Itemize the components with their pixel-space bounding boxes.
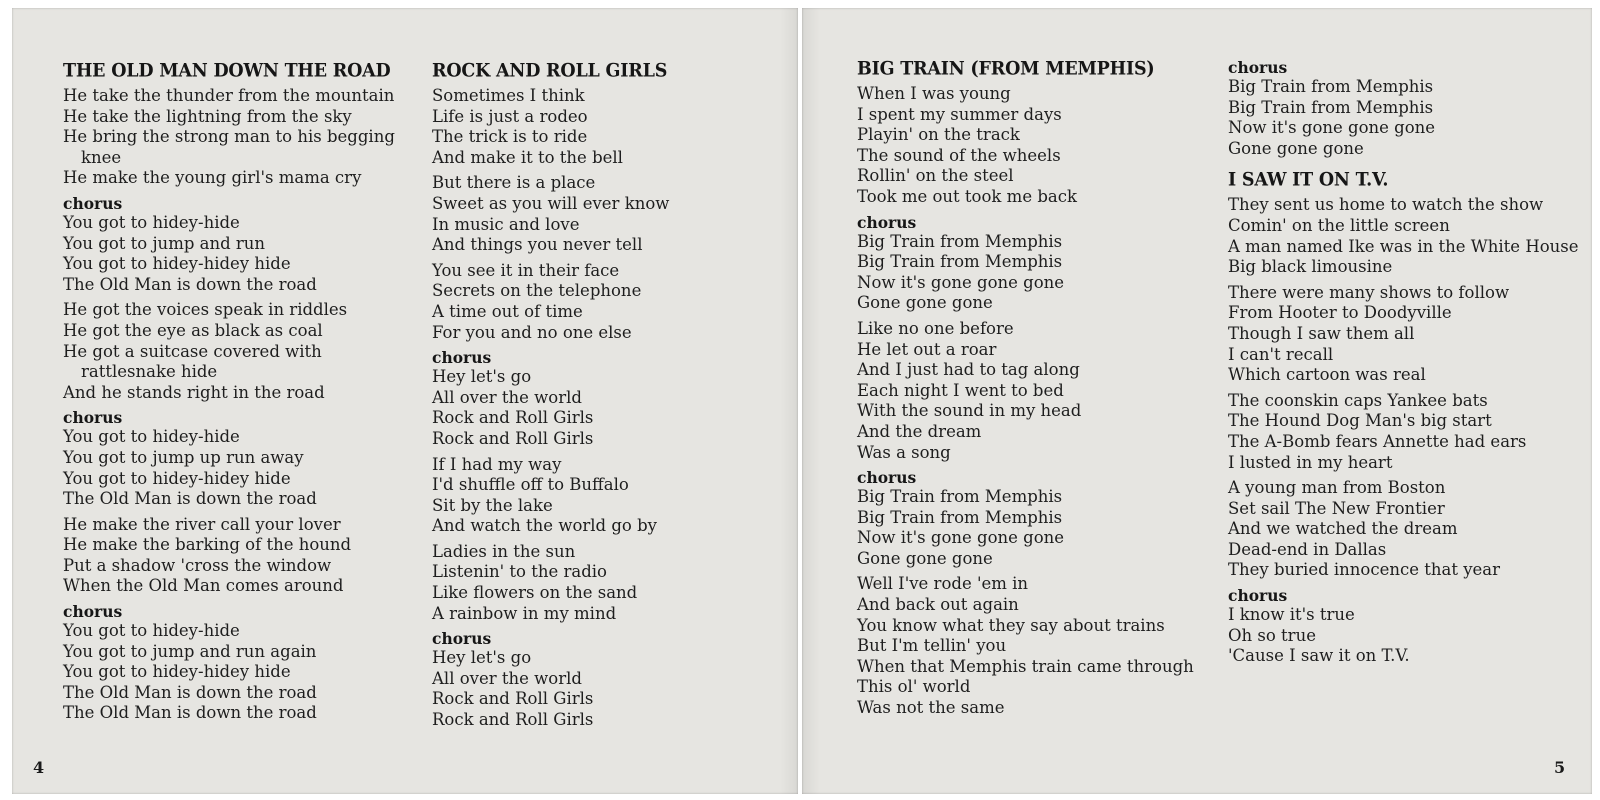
gutter-shadow-left xyxy=(780,8,798,794)
chorus-stanza xyxy=(63,408,395,509)
lyric-line: Each night I went to bed xyxy=(857,380,1064,400)
chorus-stanza xyxy=(857,213,1194,314)
lyrics-column-rock-and-roll-girls xyxy=(432,60,669,736)
lyric-line: He bring the strong man to his begging xyxy=(63,127,395,147)
lyric-line: There were many shows to follow xyxy=(1228,282,1510,302)
lyric-line: I spent my summer days xyxy=(857,104,1062,124)
lyric-line: Ladies in the sun xyxy=(432,541,576,561)
chorus-stanza xyxy=(432,629,669,730)
gutter-shadow-right xyxy=(802,8,820,794)
lyric-line: The coonskin caps Yankee bats xyxy=(1228,390,1488,410)
lyric-line: The trick is to ride xyxy=(432,127,588,147)
chorus-label: chorus xyxy=(1228,58,1288,77)
lyric-line: They buried innocence that year xyxy=(1228,560,1501,580)
lyric-line: Was not the same xyxy=(857,698,1005,718)
lyric-line: And things you never tell xyxy=(432,235,643,255)
lyric-line: Rock and Roll Girls xyxy=(432,689,594,709)
verse-stanza xyxy=(857,84,1194,208)
chorus-stanza xyxy=(63,602,395,724)
lyric-line: He got the eye as black as coal xyxy=(63,320,323,340)
lyric-line: Well I've rode 'em in xyxy=(857,574,1029,594)
lyric-line: Though I saw them all xyxy=(1228,323,1415,343)
lyric-line: Life is just a rodeo xyxy=(432,106,588,126)
chorus-label: chorus xyxy=(1228,586,1288,606)
lyric-line: Was a song xyxy=(857,442,951,462)
verse-stanza xyxy=(857,574,1194,718)
lyric-line: Rollin' on the steel xyxy=(857,166,1014,186)
verse-stanza xyxy=(63,86,395,189)
lyric-line: You got to jump up run away xyxy=(63,447,304,467)
lyric-line: But I'm tellin' you xyxy=(857,636,1007,656)
lyric-line: When that Memphis train came through xyxy=(857,656,1194,676)
verse-stanza xyxy=(432,455,669,537)
lyric-line: He take the thunder from the mountain xyxy=(63,86,395,105)
verse-stanza xyxy=(432,542,669,624)
lyric-line: And back out again xyxy=(857,595,1019,615)
verse-stanza xyxy=(1228,283,1579,386)
chorus-label: chorus xyxy=(432,348,492,368)
lyric-line: I'd shuffle off to Buffalo xyxy=(432,475,629,495)
lyric-line: Secrets on the telephone xyxy=(432,281,642,301)
lyric-line: Big Train from Memphis xyxy=(857,487,1063,507)
lyric-line: You got to hidey-hide xyxy=(63,621,240,641)
lyric-line: With the sound in my head xyxy=(857,401,1082,421)
lyric-line: They sent us home to watch the show xyxy=(1228,195,1544,215)
chorus-label: chorus xyxy=(63,193,123,213)
lyric-line: 'Cause I saw it on T.V. xyxy=(1228,646,1410,666)
verse-stanza xyxy=(432,261,669,343)
lyrics-column-saw-it-on-tv xyxy=(1228,58,1579,672)
lyric-line: When the Old Man comes around xyxy=(63,576,344,596)
lyric-line: You know what they say about trains xyxy=(857,615,1165,635)
lyric-line: Rock and Roll Girls xyxy=(432,408,594,428)
lyric-line: Oh so true xyxy=(1228,625,1316,645)
chorus-stanza xyxy=(432,348,669,449)
lyric-line: Big Train from Memphis xyxy=(1228,97,1434,117)
lyric-line: All over the world xyxy=(432,668,582,688)
verse-stanza xyxy=(432,173,669,255)
lyric-line: This ol' world xyxy=(857,677,971,697)
lyric-line: And watch the world go by xyxy=(432,516,657,536)
lyric-line: He make the barking of the hound xyxy=(63,535,352,555)
lyric-line: Which cartoon was real xyxy=(1228,365,1426,385)
lyric-line: I can't recall xyxy=(1228,344,1334,364)
lyric-line: Big black limousine xyxy=(1228,257,1393,277)
lyric-line: And we watched the dream xyxy=(1228,519,1458,539)
lyric-line: Playin' on the track xyxy=(857,125,1020,145)
lyric-line: I know it's true xyxy=(1228,605,1355,625)
lyric-line: For you and no one else xyxy=(432,322,632,342)
lyric-line: Gone gone gone xyxy=(857,293,993,313)
verse-stanza xyxy=(63,515,395,597)
lyric-line: The Old Man is down the road xyxy=(63,489,317,509)
lyric-line: Comin' on the little screen xyxy=(1228,215,1450,235)
lyric-line: Rock and Roll Girls xyxy=(432,710,594,730)
lyric-line: In music and love xyxy=(432,214,580,234)
lyric-line: All over the world xyxy=(432,387,582,407)
song-title: ROCK AND ROLL GIRLS xyxy=(432,60,668,82)
lyric-line: You got to hidey-hidey hide xyxy=(63,662,291,682)
chorus-label: chorus xyxy=(857,468,917,488)
lyric-line: I lusted in my heart xyxy=(1228,452,1393,472)
lyric-line: A young man from Boston xyxy=(1228,478,1446,498)
lyric-line: Now it's gone gone gone xyxy=(857,528,1065,548)
lyric-line: rattlesnake hide xyxy=(81,362,218,382)
song-title: BIG TRAIN (FROM MEMPHIS) xyxy=(857,58,1155,80)
lyric-line: The Hound Dog Man's big start xyxy=(1228,411,1492,431)
lyric-line: From Hooter to Doodyville xyxy=(1228,303,1452,323)
lyric-line: Big Train from Memphis xyxy=(857,231,1063,251)
lyric-line: But there is a place xyxy=(432,173,596,193)
page-number-right: 5 xyxy=(1554,758,1566,777)
lyric-line: Gone gone gone xyxy=(857,548,993,568)
lyric-line: He make the river call your lover xyxy=(63,514,341,534)
lyric-line: The Old Man is down the road xyxy=(63,274,317,294)
lyric-line: And I just had to tag along xyxy=(857,360,1080,380)
lyric-line: The Old Man is down the road xyxy=(63,682,317,702)
lyric-line: You got to hidey-hidey hide xyxy=(63,468,291,488)
lyric-line: Listenin' to the radio xyxy=(432,562,607,582)
lyric-line: He got the voices speak in riddles xyxy=(63,300,348,320)
lyric-line: A rainbow in my mind xyxy=(432,603,617,623)
lyric-line: A time out of time xyxy=(432,301,583,321)
verse-stanza xyxy=(432,86,669,168)
lyric-line: Hey let's go xyxy=(432,367,532,387)
lyric-line: Dead-end in Dallas xyxy=(1228,539,1387,559)
chorus-stanza xyxy=(1228,586,1579,667)
lyric-line: You got to hidey-hidey hide xyxy=(63,254,291,274)
lyric-line: knee xyxy=(81,147,122,167)
verse-stanza xyxy=(1228,391,1579,473)
lyric-line: He let out a roar xyxy=(857,339,997,359)
lyric-line: Now it's gone gone gone xyxy=(1228,118,1436,138)
lyric-line: You got to jump and run again xyxy=(63,641,317,661)
lyric-line: Gone gone gone xyxy=(1228,138,1364,158)
lyrics-column-old-man xyxy=(63,60,395,729)
lyric-line: The A-Bomb fears Annette had ears xyxy=(1228,431,1527,451)
verse-stanza xyxy=(63,300,395,403)
lyric-line: Sit by the lake xyxy=(432,495,553,515)
lyric-line: The Old Man is down the road xyxy=(63,703,317,723)
chorus-stanza xyxy=(63,194,395,295)
chorus-stanza xyxy=(857,468,1194,569)
lyric-line: Sometimes I think xyxy=(432,86,585,105)
chorus-label: chorus xyxy=(432,629,492,649)
lyric-line: Like no one before xyxy=(857,318,1014,338)
lyric-line: Like flowers on the sand xyxy=(432,583,638,603)
lyric-line: Hey let's go xyxy=(432,648,532,668)
chorus-label: chorus xyxy=(63,602,123,622)
lyric-line: He got a suitcase covered with xyxy=(63,341,322,361)
lyric-line: Put a shadow 'cross the window xyxy=(63,555,332,575)
lyric-line: He take the lightning from the sky xyxy=(63,106,352,126)
lyric-line: Big Train from Memphis xyxy=(1228,77,1434,96)
lyric-line: A man named Ike was in the White House xyxy=(1228,236,1579,256)
lyric-line: Set sail The New Frontier xyxy=(1228,498,1445,518)
verse-stanza xyxy=(1228,195,1579,277)
lyric-line: And the dream xyxy=(857,421,982,441)
verse-stanza xyxy=(857,319,1194,463)
lyric-line: Big Train from Memphis xyxy=(857,252,1063,272)
chorus-label: chorus xyxy=(63,408,123,428)
lyric-line: Sweet as you will ever know xyxy=(432,193,670,213)
lyric-line: Now it's gone gone gone xyxy=(857,272,1065,292)
chorus-stanza xyxy=(1228,58,1579,159)
lyric-line: And he stands right in the road xyxy=(63,382,325,402)
lyric-line: He make the young girl's mama cry xyxy=(63,168,362,188)
lyrics-column-big-train xyxy=(857,58,1194,724)
lyric-line: You got to hidey-hide xyxy=(63,427,240,447)
lyric-line: Rock and Roll Girls xyxy=(432,428,594,448)
chorus-label: chorus xyxy=(857,212,917,232)
lyric-line: If I had my way xyxy=(432,454,562,474)
lyric-line: The sound of the wheels xyxy=(857,145,1061,165)
lyric-line: You got to hidey-hide xyxy=(63,212,240,232)
verse-stanza xyxy=(1228,478,1579,581)
lyric-line: You see it in their face xyxy=(432,260,620,280)
lyric-line: You got to jump and run xyxy=(63,233,266,253)
lyric-line: Took me out took me back xyxy=(857,186,1077,206)
lyric-line: When I was young xyxy=(857,84,1011,103)
song-title: I SAW IT ON T.V. xyxy=(1228,169,1389,192)
song-title: THE OLD MAN DOWN THE ROAD xyxy=(63,60,391,82)
lyric-line: And make it to the bell xyxy=(432,147,623,167)
lyric-line: Big Train from Memphis xyxy=(857,507,1063,527)
page-number-left: 4 xyxy=(33,758,45,777)
